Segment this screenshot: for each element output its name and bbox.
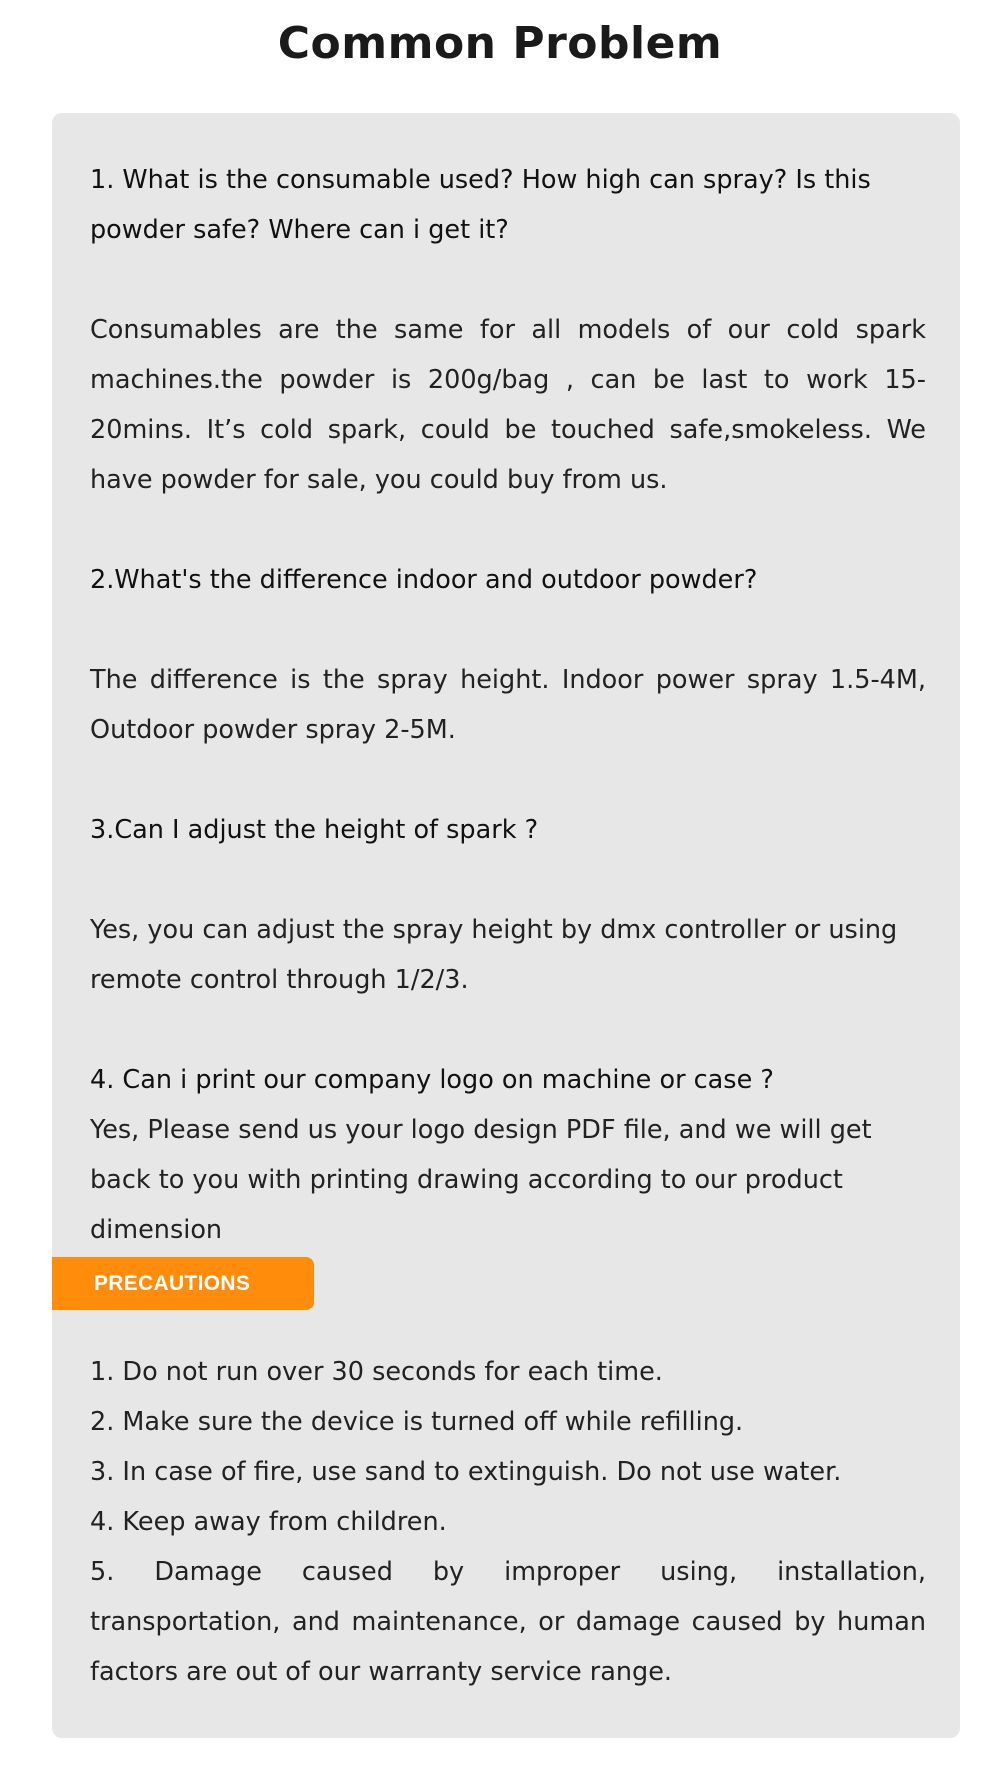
precautions-list (90, 1347, 926, 1697)
precaution-item: 5. Damage caused by improper using, installation, transportation, and maintenance, or damage caused by human factors are out of our warranty service range. (90, 1557, 926, 1687)
faq-question-3: 3.Can I adjust the height of spark ? (90, 815, 539, 845)
precautions-badge: PRECAUTIONS (52, 1257, 314, 1310)
faq-answer-3: Yes, you can adjust the spray height by dmx controller or using remote control through 1/2/3. (90, 915, 898, 995)
faq-answer-4: Yes, Please send us your logo design PDF file, and we will get back to you with printing drawing according to our product dimension (90, 1115, 872, 1245)
faq-answer-2: The difference is the spray height. Indoor power spray 1.5-4M, Outdoor powder spray 2-5M. (90, 665, 926, 745)
precaution-item: 2. Make sure the device is turned off while refilling. (90, 1407, 744, 1437)
page-title: Common Problem (277, 18, 723, 69)
precaution-item: 3. In case of fire, use sand to extinguish. Do not use water. (90, 1457, 842, 1487)
faq-question-2: 2.What's the difference indoor and outdoor powder? (90, 565, 758, 595)
faq-answer-1: Consumables are the same for all models of our cold spark machines.the powder is 200g/bag , can be last to work 15-20mins. It’s cold spark, could be touched safe,smokeless. We have powder for sale, you could buy from us. (90, 315, 926, 495)
faq-question-1: 1. What is the consumable used? How high can spray? Is this powder safe? Where can i get it? (90, 165, 871, 245)
faq-question-4: 4. Can i print our company logo on machine or case ? (90, 1065, 774, 1095)
precaution-item: 4. Keep away from children. (90, 1507, 447, 1537)
precaution-item: 1. Do not run over 30 seconds for each time. (90, 1357, 663, 1387)
